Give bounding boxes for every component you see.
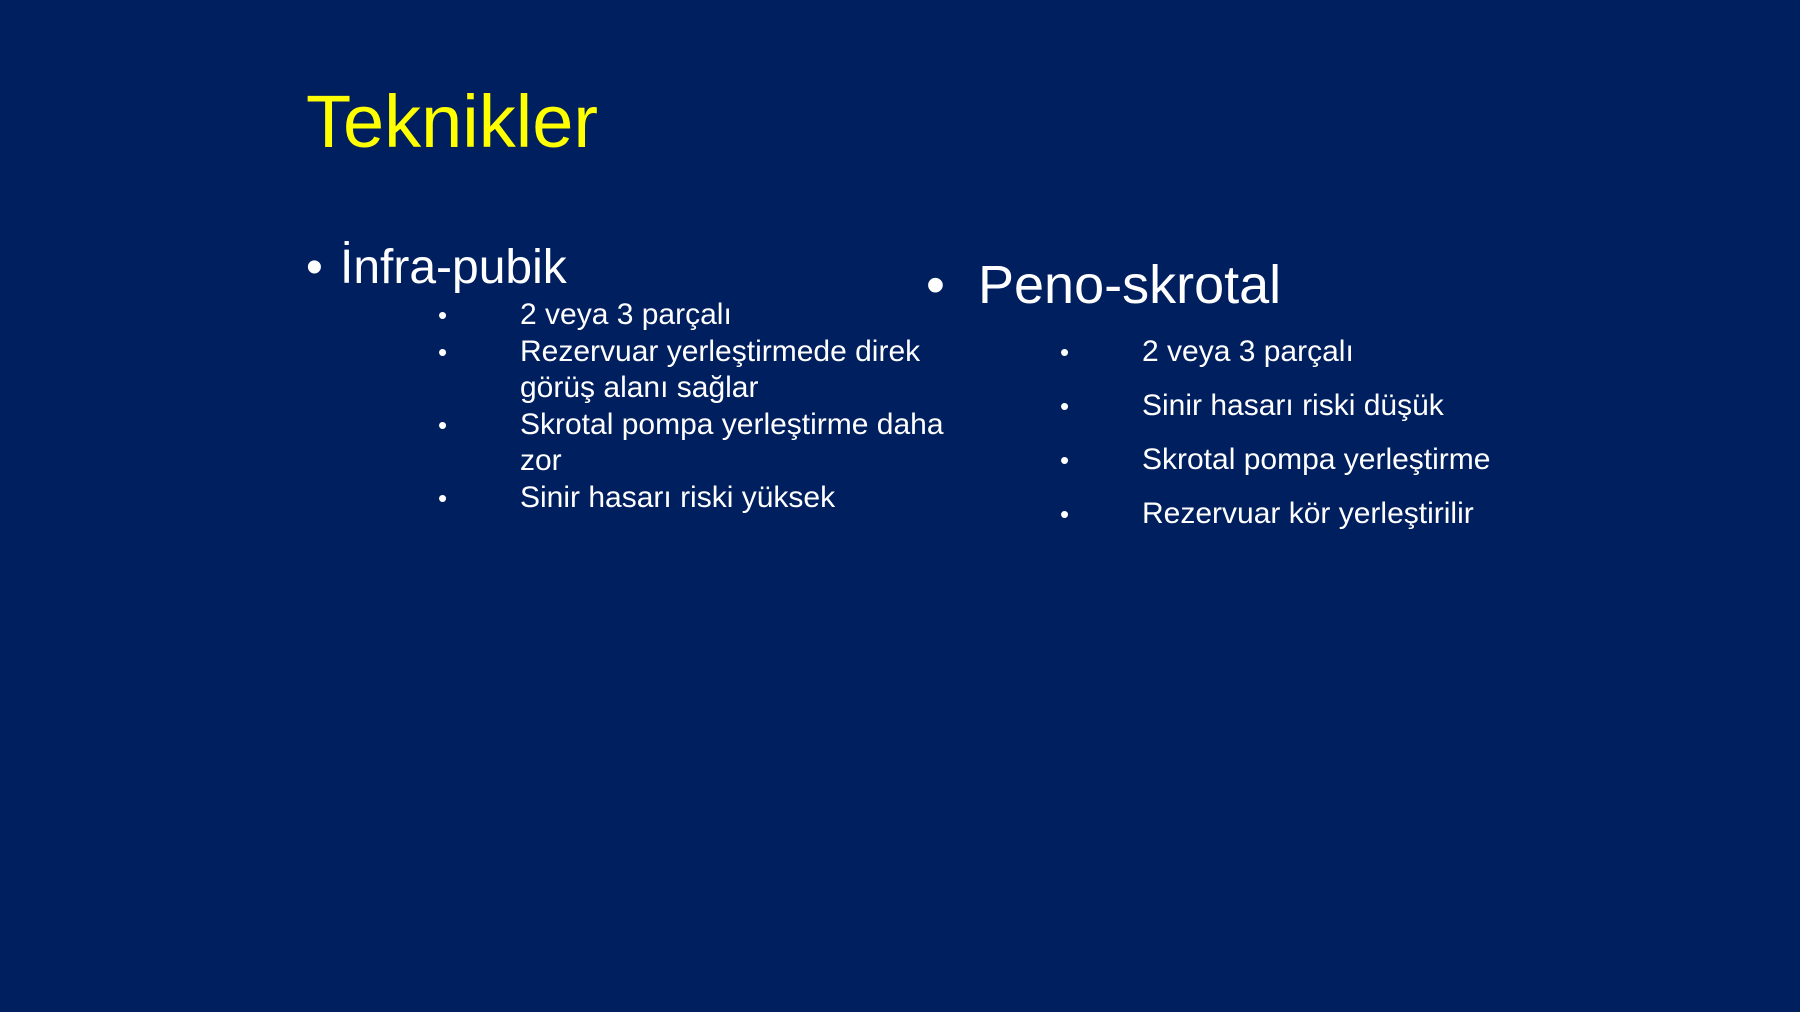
bullet-icon: •	[306, 241, 323, 294]
list-item	[438, 480, 968, 517]
list-item	[1060, 494, 1740, 534]
list-item	[438, 407, 968, 480]
list-item	[1060, 332, 1740, 372]
list-item	[438, 297, 968, 334]
list-item-text: 2 veya 3 parçalı	[1142, 335, 1354, 368]
bullet-icon: •	[1060, 391, 1070, 421]
bullet-icon: •	[926, 255, 945, 315]
list-item-text: Skrotal pompa yerleştirme	[1142, 443, 1491, 476]
right-column-heading	[926, 252, 1281, 318]
bullet-icon: •	[438, 336, 448, 367]
list-item-text: Rezervuar kör yerleştirilir	[1142, 497, 1474, 530]
left-column-heading	[306, 238, 567, 298]
list-item-text: Rezervuar yerleştirmede direk görüş alanı sağlar	[520, 334, 921, 404]
right-bullet-list	[1060, 332, 1740, 548]
list-item	[1060, 386, 1740, 426]
bullet-icon: •	[1060, 499, 1070, 529]
list-item-text: 2 veya 3 parçalı	[520, 298, 732, 331]
left-heading-text: İnfra-pubik	[340, 241, 567, 294]
list-item	[438, 334, 968, 407]
bullet-icon: •	[1060, 445, 1070, 475]
bullet-icon: •	[1060, 337, 1070, 367]
bullet-icon: •	[438, 482, 448, 513]
bullet-icon: •	[438, 300, 448, 330]
list-item	[1060, 440, 1740, 480]
bullet-icon: •	[438, 409, 448, 440]
list-item-text: Skrotal pompa yerleştirme daha zor	[520, 407, 944, 477]
list-item-text: Sinir hasarı riski düşük	[1142, 389, 1444, 422]
slide-title: Teknikler	[306, 80, 598, 163]
list-item-text: Sinir hasarı riski yüksek	[520, 480, 836, 514]
left-bullet-list	[438, 297, 968, 516]
right-heading-text: Peno-skrotal	[978, 255, 1282, 315]
